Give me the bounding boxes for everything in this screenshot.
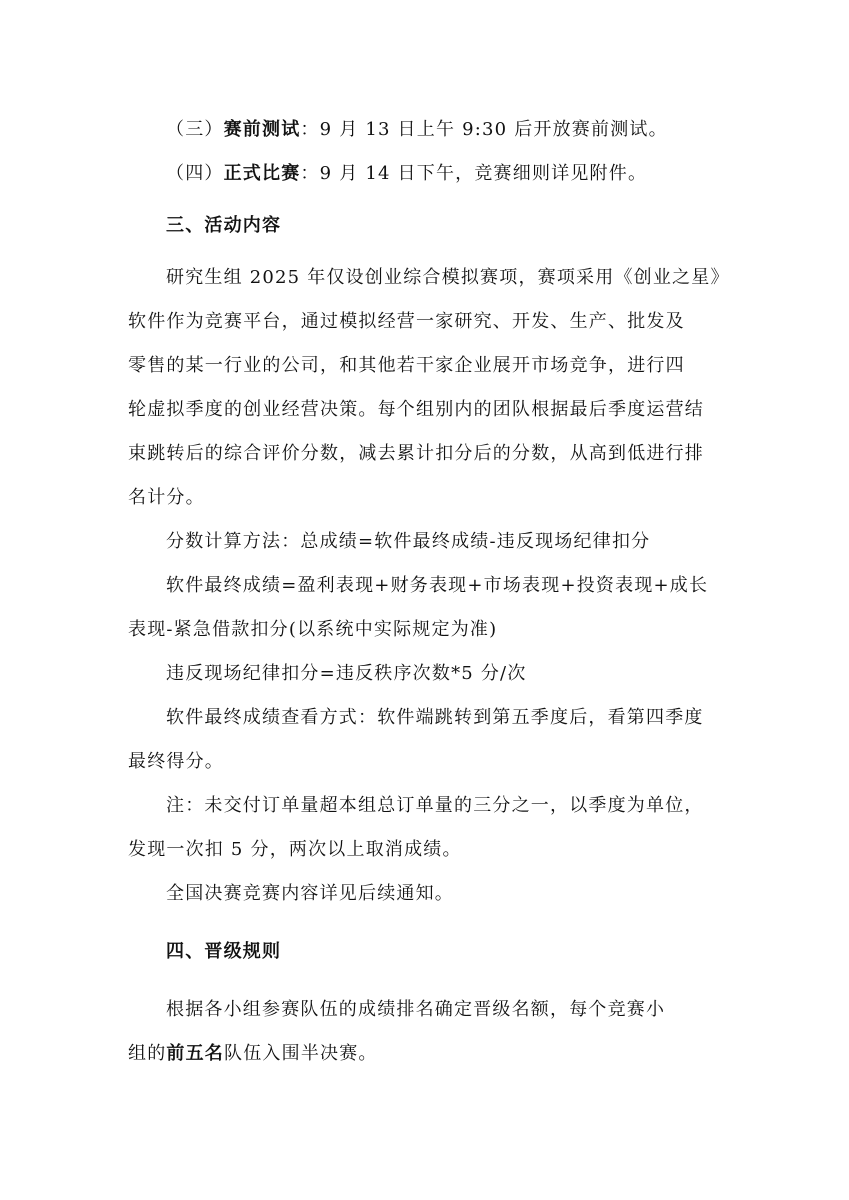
section-heading-promotion-rules: 四、晋级规则 bbox=[166, 941, 282, 962]
text-run: 组的 bbox=[128, 1043, 167, 1064]
item-number: （三） bbox=[166, 119, 224, 140]
paragraph-line: 名计分。 bbox=[128, 487, 205, 508]
paragraph-line: 最终得分。 bbox=[128, 751, 224, 772]
paragraph-line bbox=[128, 1032, 724, 1076]
schedule-item-final bbox=[128, 152, 724, 196]
text-run: 队伍入围半决赛。 bbox=[224, 1043, 378, 1064]
item-text: ：9 月 14 日下午，竞赛细则详见附件。 bbox=[300, 163, 648, 184]
paragraph-line: 软件作为竞赛平台，通过模拟经营一家研究、开发、生产、批发及 bbox=[128, 311, 685, 332]
item-label: 正式比赛 bbox=[223, 163, 301, 184]
score-formula-total: 分数计算方法：总成绩=软件最终成绩-违反现场纪律扣分 bbox=[166, 531, 651, 552]
paragraph-line: 注：未交付订单量超本组总订单量的三分之一，以季度为单位， bbox=[166, 795, 704, 816]
paragraph-line: 研究生组 2025 年仅设创业综合模拟赛项，赛项采用《创业之星》 bbox=[166, 267, 730, 288]
paragraph-line: 软件最终成绩查看方式：软件端跳转到第五季度后，看第四季度 bbox=[166, 707, 704, 728]
paragraph-line: 软件最终成绩=盈利表现+财务表现+市场表现+投资表现+成长 bbox=[166, 575, 709, 596]
section-heading-activity-content: 三、活动内容 bbox=[166, 215, 282, 236]
national-final-note: 全国决赛竞赛内容详见后续通知。 bbox=[166, 883, 454, 904]
paragraph-line: 表现-紧急借款扣分(以系统中实际规定为准) bbox=[128, 619, 498, 640]
promotion-paragraph bbox=[128, 988, 724, 1076]
document-page bbox=[128, 108, 730, 1076]
score-view-method bbox=[128, 696, 724, 784]
paragraph-line: 发现一次扣 5 分，两次以上取消成绩。 bbox=[128, 839, 462, 860]
score-formula-penalty: 违反现场纪律扣分=违反秩序次数*5 分/次 bbox=[166, 663, 527, 684]
item-label: 赛前测试 bbox=[223, 119, 301, 140]
item-text: ：9 月 13 日上午 9:30 后开放赛前测试。 bbox=[300, 119, 668, 140]
activity-paragraph bbox=[128, 256, 730, 520]
paragraph-line: 根据各小组参赛队伍的成绩排名确定晋级名额，每个竞赛小 bbox=[166, 999, 666, 1020]
schedule-item-pretest bbox=[128, 108, 724, 152]
top-five-emphasis: 前五名 bbox=[166, 1043, 225, 1064]
note-paragraph bbox=[128, 784, 724, 872]
item-number: （四） bbox=[166, 163, 224, 184]
paragraph-line: 轮虚拟季度的创业经营决策。每个组别内的团队根据最后季度运营结 bbox=[128, 399, 704, 420]
paragraph-line: 束跳转后的综合评价分数，减去累计扣分后的分数，从高到低进行排 bbox=[128, 443, 704, 464]
paragraph-line: 零售的某一行业的公司，和其他若干家企业展开市场竞争，进行四 bbox=[128, 355, 685, 376]
score-formula-software bbox=[128, 564, 724, 652]
